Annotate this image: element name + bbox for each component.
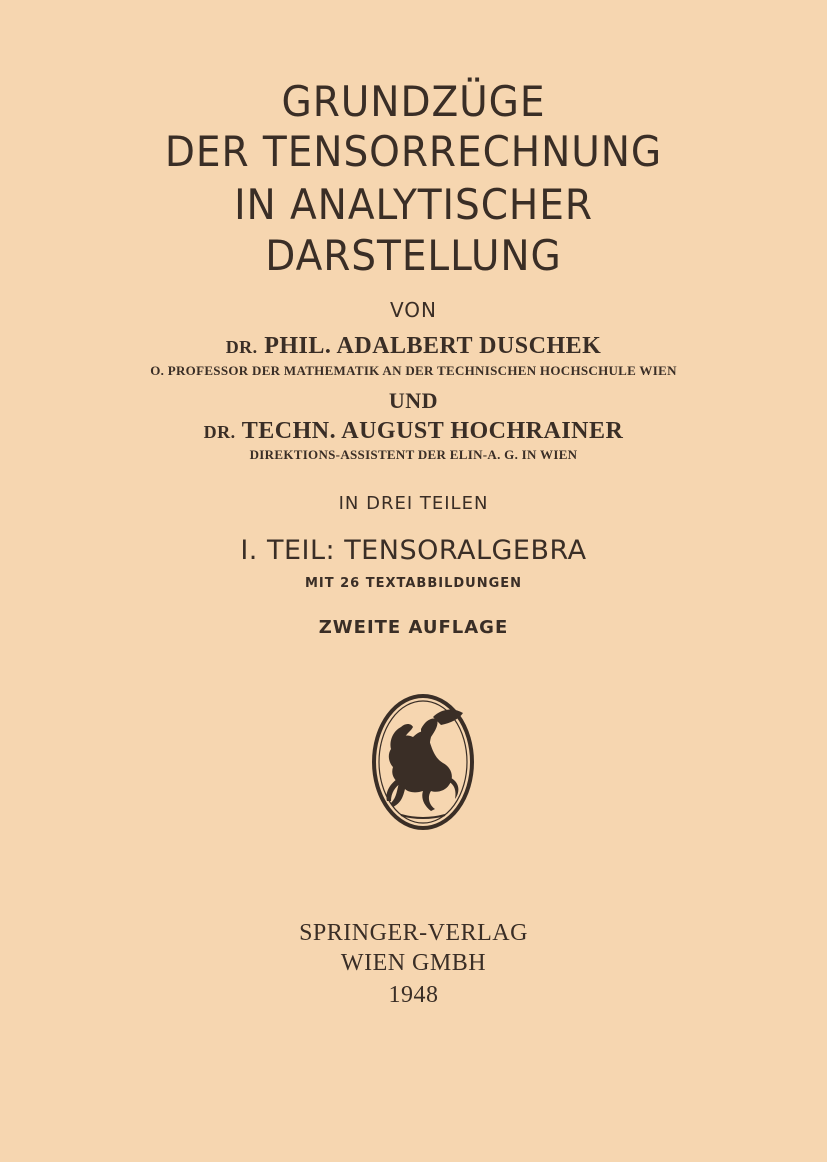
author-1-affiliation: O. PROFESSOR DER MATHEMATIK AN DER TECHNISCHEN HOCHSCHULE WIEN [150, 363, 677, 378]
author-2-affiliation: DIREKTIONS-ASSISTENT DER ELIN-A. G. IN WIEN [249, 447, 578, 462]
title-line-1: GRUNDZÜGE [281, 77, 546, 126]
author-1-prefix: DR. [225, 337, 258, 357]
edition-label: ZWEITE AUFLAGE [318, 617, 509, 638]
springer-horseman-emblem-icon [371, 693, 475, 831]
and-label: UND [388, 388, 439, 413]
publisher-location: WIEN GMBH [340, 950, 487, 976]
author-1-name: PHIL. ADALBERT DUSCHEK [264, 333, 602, 359]
author-2-prefix: DR. [203, 422, 236, 442]
figures-note: MIT 26 TEXTABBILDUNGEN [304, 576, 523, 591]
author-1 [0, 333, 827, 360]
by-label: VON [389, 298, 438, 322]
title-line-4: DARSTELLUNG [265, 231, 562, 280]
title-line-3: IN ANALYTISCHER [234, 180, 593, 229]
part-title: I. TEIL: TENSORALGEBRA [240, 535, 587, 566]
publisher-name: SPRINGER-VERLAG [299, 920, 528, 946]
title-line-2: DER TENSORRECHNUNG [164, 127, 663, 176]
author-2 [0, 418, 827, 445]
author-2-name: TECHN. AUGUST HOCHRAINER [241, 418, 624, 444]
publication-year: 1948 [388, 982, 439, 1008]
parts-note: IN DREI TEILEN [338, 493, 489, 514]
